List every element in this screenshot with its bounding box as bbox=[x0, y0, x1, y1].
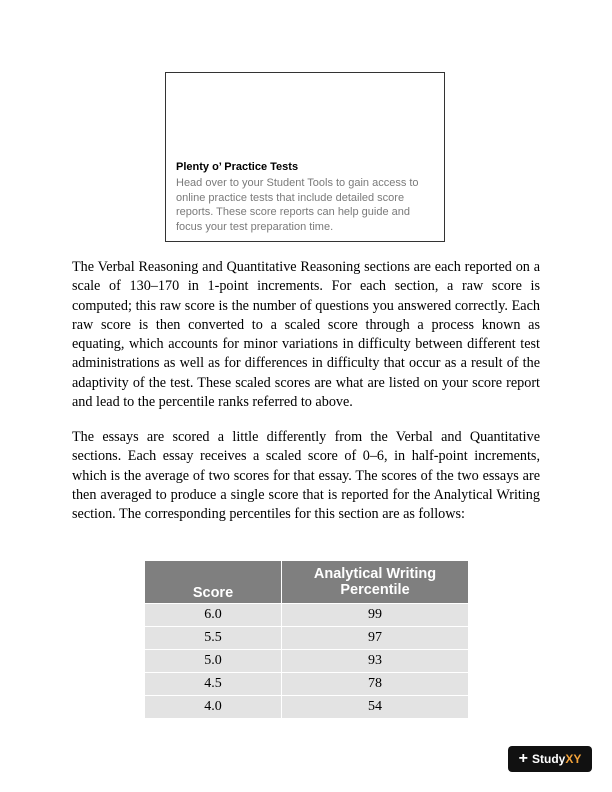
percentile-cell: 93 bbox=[282, 650, 469, 673]
analytical-writing-percentile-table bbox=[144, 560, 469, 719]
table-row bbox=[145, 627, 469, 650]
header-percentile: Analytical Writing Percentile bbox=[282, 561, 469, 604]
percentile-cell: 78 bbox=[282, 673, 469, 696]
table-row bbox=[145, 650, 469, 673]
callout-body: Head over to your Student Tools to gain access to online practice tests that include detailed score reports. These score reports can help guide and focus your test preparation time. bbox=[176, 177, 419, 233]
score-cell: 5.0 bbox=[145, 650, 282, 673]
studyxy-logo[interactable] bbox=[508, 746, 592, 772]
table-row bbox=[145, 604, 469, 627]
paragraph-scaled-scores: The Verbal Reasoning and Quantitative Reasoning sections are each reported on a scale of 130–170 in 1-point increments. For each section, a raw score is computed; this raw score is the number of questions you answered correctly. Each raw score is then converted to a scaled score through a process known as equating, which accounts for minor variations in difficulty between different test administrations as well as for differences in difficulty that occur as a result of the adaptivity of the test. These scaled scores are what are listed on your score report and lead to the percentile ranks referred to above. bbox=[72, 259, 540, 411]
header-score: Score bbox=[145, 561, 282, 604]
table-row bbox=[145, 673, 469, 696]
percentile-cell: 97 bbox=[282, 627, 469, 650]
practice-tests-callout bbox=[165, 72, 445, 242]
brand-name-xy: XY bbox=[565, 752, 582, 766]
score-cell: 4.5 bbox=[145, 673, 282, 696]
brand-name-study: Study bbox=[531, 752, 566, 766]
percentile-cell: 54 bbox=[282, 696, 469, 719]
paragraph-essay-scoring: The essays are scored a little differently from the Verbal and Quantitative sections. Each essay receives a scaled score of 0–6, in half-point increments, which is the average of two scores for that essay. The scores of the two essays are then averaged to produce a single score that is reported for the Analytical Writing section. The corresponding percentiles for this section are as follows: bbox=[72, 429, 540, 523]
score-cell: 5.5 bbox=[145, 627, 282, 650]
callout-title: Plenty o’ Practice Tests bbox=[176, 161, 299, 173]
table-row bbox=[145, 696, 469, 719]
percentile-cell: 99 bbox=[282, 604, 469, 627]
table-header-row bbox=[145, 561, 469, 604]
score-cell: 6.0 bbox=[145, 604, 282, 627]
plus-icon: + bbox=[518, 750, 528, 767]
score-cell: 4.0 bbox=[145, 696, 282, 719]
